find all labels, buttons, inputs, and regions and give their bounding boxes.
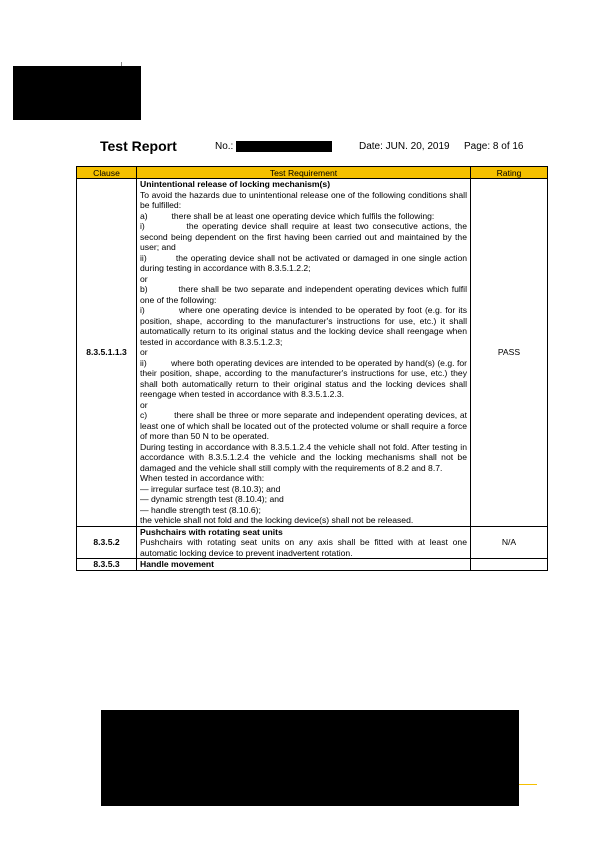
requirement-text: When tested in accordance with: [140, 473, 265, 483]
clause-cell: 8.3.5.3 [77, 559, 137, 571]
requirement-text: During testing in accordance with 8.3.5.1.2.4 the vehicle shall not fold. After testing in accordance with 8.3.5.1.2.4 the vehicle and the locking mechanisms shall not be damaged and the vehicle shall still comply with the requirements of 8.2 and 8.7. [140, 441, 467, 473]
page-number: Page: 8 of 16 [464, 141, 524, 152]
requirement-text: i) where one operating device is intended to be operated by foot (e.g. for its position, shape, according to the manufacturer's instructions for use, etc.) it shall automatically return to its original status and the locking device shall reengage when tested in accordance with 8.3.5.1.2.3; [140, 305, 467, 347]
requirement-cell [137, 526, 471, 559]
requirement-text: or [140, 399, 148, 410]
requirement-text: — dynamic strength test (8.10.4); and [140, 494, 284, 504]
redacted-report-number [236, 141, 332, 152]
header-test-requirement: Test Requirement [137, 167, 471, 179]
report-date: Date: JUN. 20, 2019 [359, 141, 450, 152]
footer-accent-line [519, 784, 537, 785]
requirement-text: or [140, 273, 148, 284]
requirement-text: — handle strength test (8.10.6); [140, 504, 261, 515]
requirement-text: i) the operating device shall require at least two consecutive actions, the second being dependent on the first having been carried out and maintained by the user; and [140, 221, 467, 252]
clause-cell: 8.3.5.2 [77, 526, 137, 559]
rating-cell [471, 559, 548, 571]
rating-cell: PASS [471, 179, 548, 527]
requirement-text: Pushchairs with rotating seat units on any axis shall be fitted with at least one automatic locking device to prevent inadvertent rotation. [140, 537, 467, 558]
header-rating: Rating [471, 167, 548, 179]
table-row [77, 526, 548, 559]
requirement-text: b) there shall be two separate and independent operating devices which fulfil one of the following: [140, 284, 467, 305]
report-header [0, 137, 600, 157]
report-title: Test Report [100, 138, 177, 154]
table-row [77, 559, 548, 571]
clause-cell: 8.3.5.1.1.3 [77, 179, 137, 527]
requirement-text: — irregular surface test (8.10.3); and [140, 483, 281, 494]
header-clause: Clause [77, 167, 137, 179]
table-row [77, 179, 548, 527]
requirement-title: Unintentional release of locking mechanism(s) [140, 179, 331, 189]
requirement-cell [137, 559, 471, 571]
test-requirement-table [76, 166, 548, 571]
requirement-text: or [140, 347, 148, 357]
requirement-text: ii) where both operating devices are intended to be operated by hand(s) (e.g. for their position, shape, according to the manufacturer's instructions for use, etc.) they shall both automatically return to their original status and the locking devices shall reengage when tested in accordance with 8.3.5.1.2.3. [140, 357, 467, 399]
requirement-title: Pushchairs with rotating seat units [140, 526, 283, 537]
requirement-text: the vehicle shall not fold and the locking device(s) shall not be released. [140, 515, 414, 525]
table-header-row [77, 167, 548, 179]
requirement-text: a) there shall be at least one operating device which fulfils the following: [140, 210, 435, 221]
requirement-text: To avoid the hazards due to unintentional release one of the following conditions shall be fulfilled: [140, 189, 467, 210]
report-number-label: No.: [215, 141, 234, 152]
rating-cell: N/A [471, 526, 548, 559]
requirement-title: Handle movement [140, 559, 215, 569]
redacted-footer [101, 710, 519, 806]
requirement-text: ii) the operating device shall not be activated or damaged in one single action during testing in accordance with 8.3.5.1.2.2; [140, 252, 467, 273]
requirement-text: c) there shall be three or more separate and independent operating devices, at least one of which shall be located out of the protected volume or shall require a force of more than 50 N to be operated. [140, 410, 467, 441]
requirement-cell [137, 179, 471, 527]
redacted-logo [13, 66, 141, 120]
